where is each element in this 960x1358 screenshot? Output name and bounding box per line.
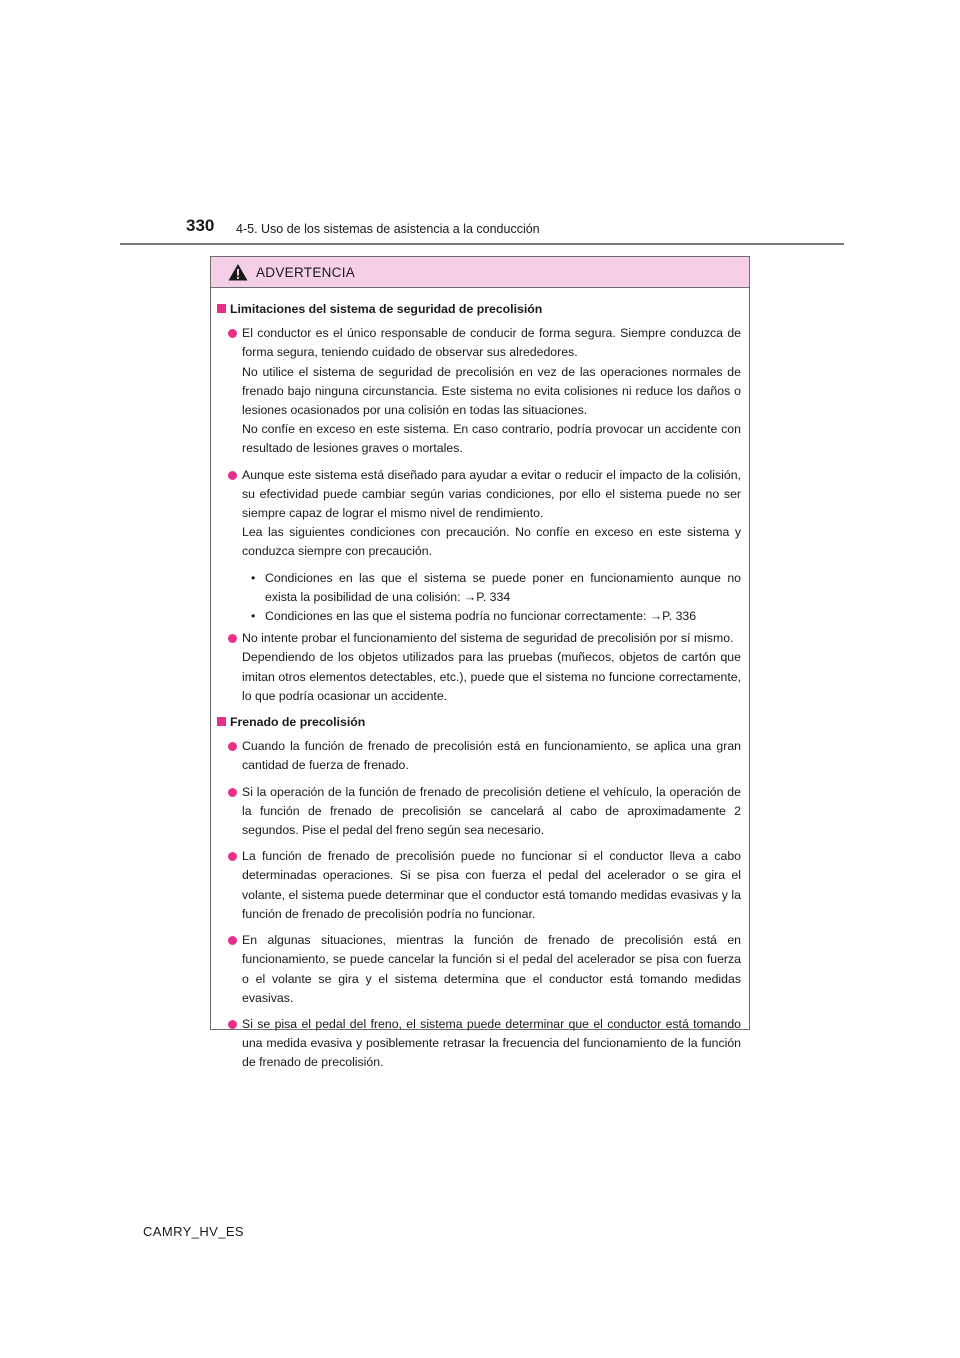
document-code: CAMRY_HV_ES <box>143 1224 244 1239</box>
paragraph: No confíe en exceso en este sistema. En caso contrario, podría provocar un accidente con resultado de lesiones graves o mortales. <box>242 422 741 456</box>
list-item <box>217 931 741 1008</box>
round-bullet-icon <box>228 742 237 751</box>
list-item <box>217 847 741 924</box>
list-item <box>217 466 741 562</box>
list-item <box>217 737 741 775</box>
round-bullet-icon <box>228 1020 237 1029</box>
round-bullet-icon <box>228 788 237 797</box>
bullet-icon: • <box>251 609 256 624</box>
round-bullet-icon <box>228 471 237 480</box>
paragraph: Dependiendo de los objetos utilizados para las pruebas (muñecos, objetos de cartón que imitan otros elementos detectables, etc.), puede que el sistema no funcione correctamente, lo que podría ocasionar un accidente. <box>242 650 741 703</box>
sub-list <box>217 569 741 627</box>
round-bullet-icon <box>228 936 237 945</box>
paragraph: El conductor es el único responsable de conducir de forma segura. Siempre conduzca de forma segura, teniendo cuidado de observar sus alrededores. <box>242 326 741 360</box>
warning-header <box>211 257 749 288</box>
warning-box <box>210 256 750 1070</box>
paragraph: No intente probar el funcionamiento del sistema de seguridad de precolisión por sí mismo. <box>242 631 734 646</box>
paragraph: Lea las siguientes condiciones con precaución. No confíe en exceso en este sistema y conduzca siempre con precaución. <box>242 525 741 559</box>
warning-title: ADVERTENCIA <box>256 264 356 280</box>
bullet-icon: • <box>251 570 256 585</box>
round-bullet-icon <box>228 634 237 643</box>
list-item <box>217 629 741 706</box>
paragraph: Si se pisa el pedal del freno, el sistema puede determinar que el conductor está tomando una medida evasiva y posiblemente retrasar la frecuencia del funcionamiento de la función de frenado de precolisión. <box>242 1016 741 1070</box>
paragraph: En algunas situaciones, mientras la función de frenado de precolisión está en funcionamiento, se puede cancelar la función si el pedal del acelerador se pisa con fuerza o el volante se gira y el sistema determina que el conductor está tomando medidas evasivas. <box>242 933 741 1005</box>
section-heading-text: Frenado de precolisión <box>230 715 366 730</box>
section-title: 4-5. Uso de los sistemas de asistencia a la conducción <box>236 222 540 236</box>
list-item <box>217 1015 741 1073</box>
paragraph: La función de frenado de precolisión puede no funcionar si el conductor lleva a cabo determinadas operaciones. Si se pisa con fuerza el pedal del acelerador o se gira el volante, el sistema puede determinar que el conductor está tomando medidas evasivas y la función de frenado de precolisión podría no funcionar. <box>242 849 741 921</box>
paragraph: Aunque este sistema está diseñado para ayudar a evitar o reducir el impacto de la colisión, su efectividad puede cambiar según varias condiciones, por ello el sistema puede no ser siempre capaz de lograr el mismo nivel de rendimiento. <box>242 467 741 521</box>
page-number: 330 <box>186 216 215 235</box>
paragraph: No utilice el sistema de seguridad de precolisión en vez de las operaciones normales de frenado bajo ninguna circunstancia. Este sistema no evita colisiones ni reduce los daños o lesiones ocasionados por una colisión en todas las situaciones. <box>242 364 741 418</box>
square-bullet-icon <box>217 304 226 313</box>
header-divider <box>120 243 844 245</box>
section-heading-text: Limitaciones del sistema de seguridad de precolisión <box>230 302 543 316</box>
sub-list-item <box>217 569 741 607</box>
warning-triangle-icon <box>228 263 248 281</box>
section-heading <box>217 713 741 732</box>
warning-body <box>211 288 749 1073</box>
list-item <box>217 783 741 841</box>
list-item <box>217 324 741 458</box>
round-bullet-icon <box>228 329 237 338</box>
section-heading <box>217 300 741 319</box>
round-bullet-icon <box>228 852 237 861</box>
paragraph: Si la operación de la función de frenado de precolisión detiene el vehículo, la operación de la función de frenado de precolisión se cancelará al cabo de aproximadamente 2 segundos. Pise el pedal del freno según sea necesario. <box>242 784 741 838</box>
square-bullet-icon <box>217 717 226 726</box>
sub-list-text: Condiciones en las que el sistema podría no funcionar correctamente: →P. 336 <box>265 609 697 624</box>
sub-list-text: Condiciones en las que el sistema se puede poner en funcionamiento aunque no exista la posibilidad de una colisión: →P. 334 <box>265 570 741 604</box>
sub-list-item <box>217 607 741 626</box>
paragraph: Cuando la función de frenado de precolisión está en funcionamiento, se aplica una gran cantidad de fuerza de frenado. <box>242 739 741 773</box>
